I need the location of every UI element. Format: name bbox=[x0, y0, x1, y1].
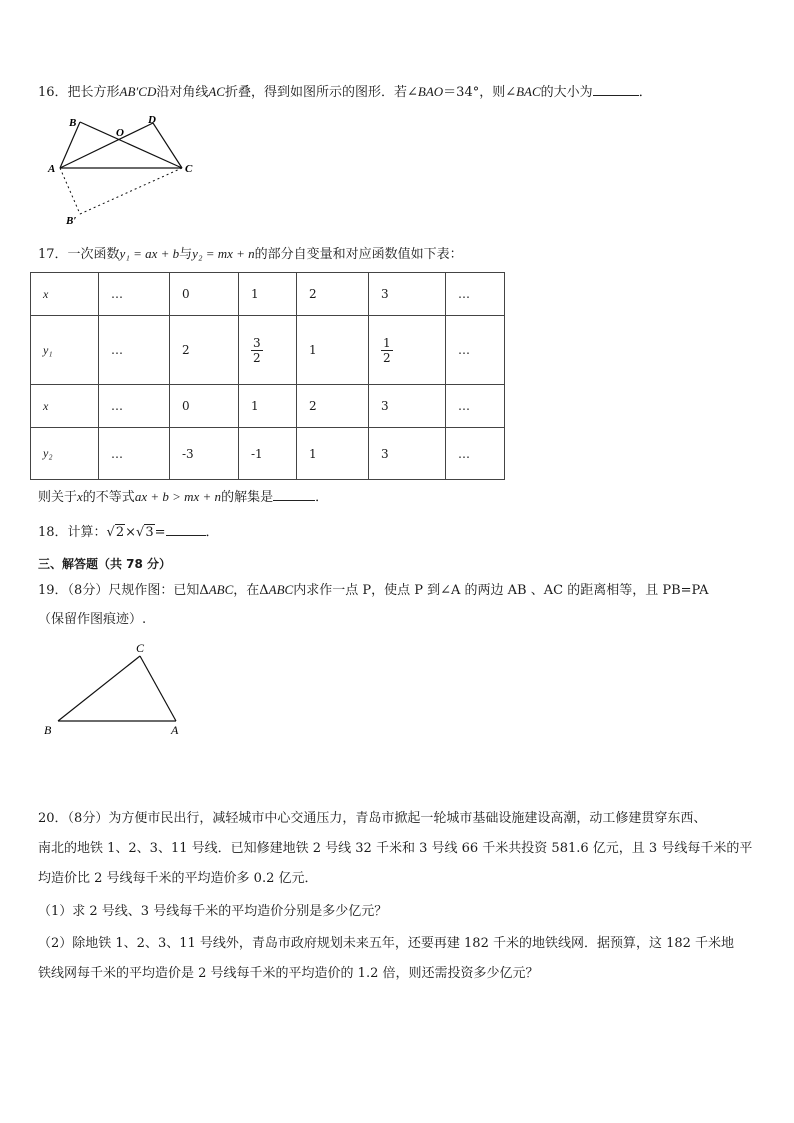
q16-mid2: 折叠，得到如图所示的图形．若∠ bbox=[224, 85, 418, 100]
table-cell: 2 bbox=[297, 385, 369, 428]
q17-after-var: x bbox=[77, 489, 83, 504]
q16-text bbox=[38, 83, 652, 102]
q19-seg-CA bbox=[140, 656, 176, 721]
fraction-one-half: $\frac{1}{2}$ bbox=[383, 335, 391, 365]
fraction-three-halves: $\frac{3}{2}$ bbox=[253, 335, 261, 365]
q20-line4: （1）求 2 号线、3 号线每千米的平均造价分别是多少亿元？ bbox=[38, 904, 388, 919]
q19-suffix: 内求作一点 P，使点 P 到∠A 的两边 AB 、AC 的距离相等，且 PB=PA bbox=[293, 583, 709, 598]
table-cell: 1 bbox=[239, 273, 297, 316]
q19-label-B: B bbox=[44, 723, 52, 737]
table-cell: … bbox=[99, 316, 170, 385]
q17-inequality-text bbox=[38, 488, 328, 507]
q17-answer-blank[interactable] bbox=[273, 488, 315, 501]
q16-label-C: C bbox=[185, 163, 193, 175]
q16-suffix: 的大小为 bbox=[540, 85, 593, 100]
q16-mid3: ＝34°，则∠ bbox=[443, 85, 517, 100]
q16-answer-blank[interactable] bbox=[593, 83, 639, 96]
q16-label-Bprime: B′ bbox=[66, 215, 77, 227]
table-cell: … bbox=[99, 428, 170, 480]
table-row-y1 bbox=[31, 316, 505, 385]
q17-after-mid: 的不等式 bbox=[82, 490, 135, 505]
q19-label-C: C bbox=[136, 641, 145, 655]
table-cell: -1 bbox=[239, 428, 297, 480]
table-cell bbox=[369, 316, 446, 385]
q20-line2: 南北的地铁 1、2、3、11 号线．已知修建地铁 2 号线 32 千米和 3 号线 66 千米共投资 581.6 亿元，且 3 号线每千米的平 bbox=[38, 841, 753, 856]
q19-prefix: 19．（8分）尺规作图：已知Δ bbox=[38, 583, 209, 598]
q16-ang1: BAO bbox=[417, 84, 444, 99]
q19-tri2: ABC bbox=[268, 582, 294, 597]
q16-end: ． bbox=[638, 85, 652, 100]
q16-mid1: 沿对角线 bbox=[156, 85, 209, 100]
q20-line5: （2）除地铁 1、2、3、11 号线外，青岛市政府规划未来五年，还要再建 182 千米的地铁线网．据预算，这 182 千米地 bbox=[38, 936, 735, 951]
q19-seg-BC bbox=[58, 656, 140, 721]
q18-times: × bbox=[125, 525, 137, 540]
table-cell: 3 bbox=[369, 385, 446, 428]
q20-line3: 均造价比 2 号线每千米的平均造价多 0.2 亿元． bbox=[38, 871, 318, 886]
table-cell: 1 bbox=[239, 385, 297, 428]
table-cell: x bbox=[31, 385, 99, 428]
table-cell: y₂ bbox=[31, 428, 99, 480]
q16-figure bbox=[40, 110, 210, 232]
table-cell: … bbox=[446, 273, 505, 316]
q16-seg-B'C bbox=[80, 168, 182, 214]
sqrt-3: √3 bbox=[136, 525, 154, 540]
q17-after-prefix: 则关于 bbox=[38, 490, 78, 505]
q16-label-D: D bbox=[148, 114, 156, 126]
section-3-title: 三、解答题（共 78 分） bbox=[38, 557, 172, 571]
q19-tri1: ABC bbox=[208, 582, 234, 597]
q17-after-end: ． bbox=[315, 490, 329, 505]
table-cell: 2 bbox=[170, 316, 239, 385]
table-cell: 0 bbox=[170, 385, 239, 428]
q17-suffix: 的部分自变量和对应函数值如下表： bbox=[254, 247, 463, 262]
q17-f1: y₁ = ax + b bbox=[119, 246, 180, 261]
q17-inequality: ax + b > mx + n bbox=[134, 489, 222, 504]
table-cell: … bbox=[446, 428, 505, 480]
table-cell: 3 bbox=[369, 273, 446, 316]
q19-triangle-figure bbox=[38, 638, 198, 742]
q18-answer-blank[interactable] bbox=[166, 523, 206, 536]
table-row-y2 bbox=[31, 428, 505, 480]
q16-label-O: O bbox=[116, 127, 124, 139]
table-cell: y₁ bbox=[31, 316, 99, 385]
q19-mid: ，在Δ bbox=[233, 583, 269, 598]
table-cell: … bbox=[99, 273, 170, 316]
q18-text bbox=[38, 523, 219, 542]
q19-label-A: A bbox=[171, 723, 179, 737]
q17-f2: y₂ = mx + n bbox=[192, 246, 255, 261]
table-cell: … bbox=[446, 385, 505, 428]
table-cell: 1 bbox=[297, 428, 369, 480]
table-cell: 3 bbox=[369, 428, 446, 480]
q17-mid: 与 bbox=[179, 247, 193, 262]
q16-label-B: B bbox=[69, 117, 77, 129]
q19-line2: （保留作图痕迹）. bbox=[38, 612, 147, 627]
table-cell: 0 bbox=[170, 273, 239, 316]
q18-end: ． bbox=[205, 525, 219, 540]
table-row-x1 bbox=[31, 273, 505, 316]
q18-prefix: 18．计算： bbox=[38, 525, 107, 540]
q17-prefix: 17．一次函数 bbox=[38, 247, 120, 262]
q16-rect-name: AB′CD bbox=[119, 84, 157, 99]
table-cell: 1 bbox=[297, 316, 369, 385]
sqrt-2: √2 bbox=[106, 525, 125, 540]
table-cell: … bbox=[99, 385, 170, 428]
table-cell: -3 bbox=[170, 428, 239, 480]
table-cell bbox=[239, 316, 297, 385]
q19-line1 bbox=[38, 581, 708, 600]
q20-line6: 铁线网每千米的平均造价是 2 号线每千米的平均造价的 1.2 倍，则还需投资多少亿元？ bbox=[38, 966, 539, 981]
q16-ang2: BAC bbox=[516, 84, 541, 99]
q16-seg-AD bbox=[60, 123, 153, 168]
table-cell: 2 bbox=[297, 273, 369, 316]
table-cell: … bbox=[446, 316, 505, 385]
q16-prefix: 16．把长方形 bbox=[38, 85, 120, 100]
q17-value-table bbox=[30, 272, 505, 480]
table-row-x2 bbox=[31, 385, 505, 428]
q17-text bbox=[38, 245, 463, 264]
q20-line1: 20．（8分）为方便市民出行，减轻城市中心交通压力，青岛市掀起一轮城市基础设施建设高潮，动工修建贯穿东西、 bbox=[38, 811, 707, 826]
q17-after-suffix: 的解集是 bbox=[221, 490, 274, 505]
table-cell: x bbox=[31, 273, 99, 316]
q16-label-A: A bbox=[48, 163, 56, 175]
q16-seg-AB' bbox=[60, 168, 80, 214]
q16-diag: AC bbox=[208, 84, 225, 99]
q18-eq: = bbox=[154, 525, 166, 540]
